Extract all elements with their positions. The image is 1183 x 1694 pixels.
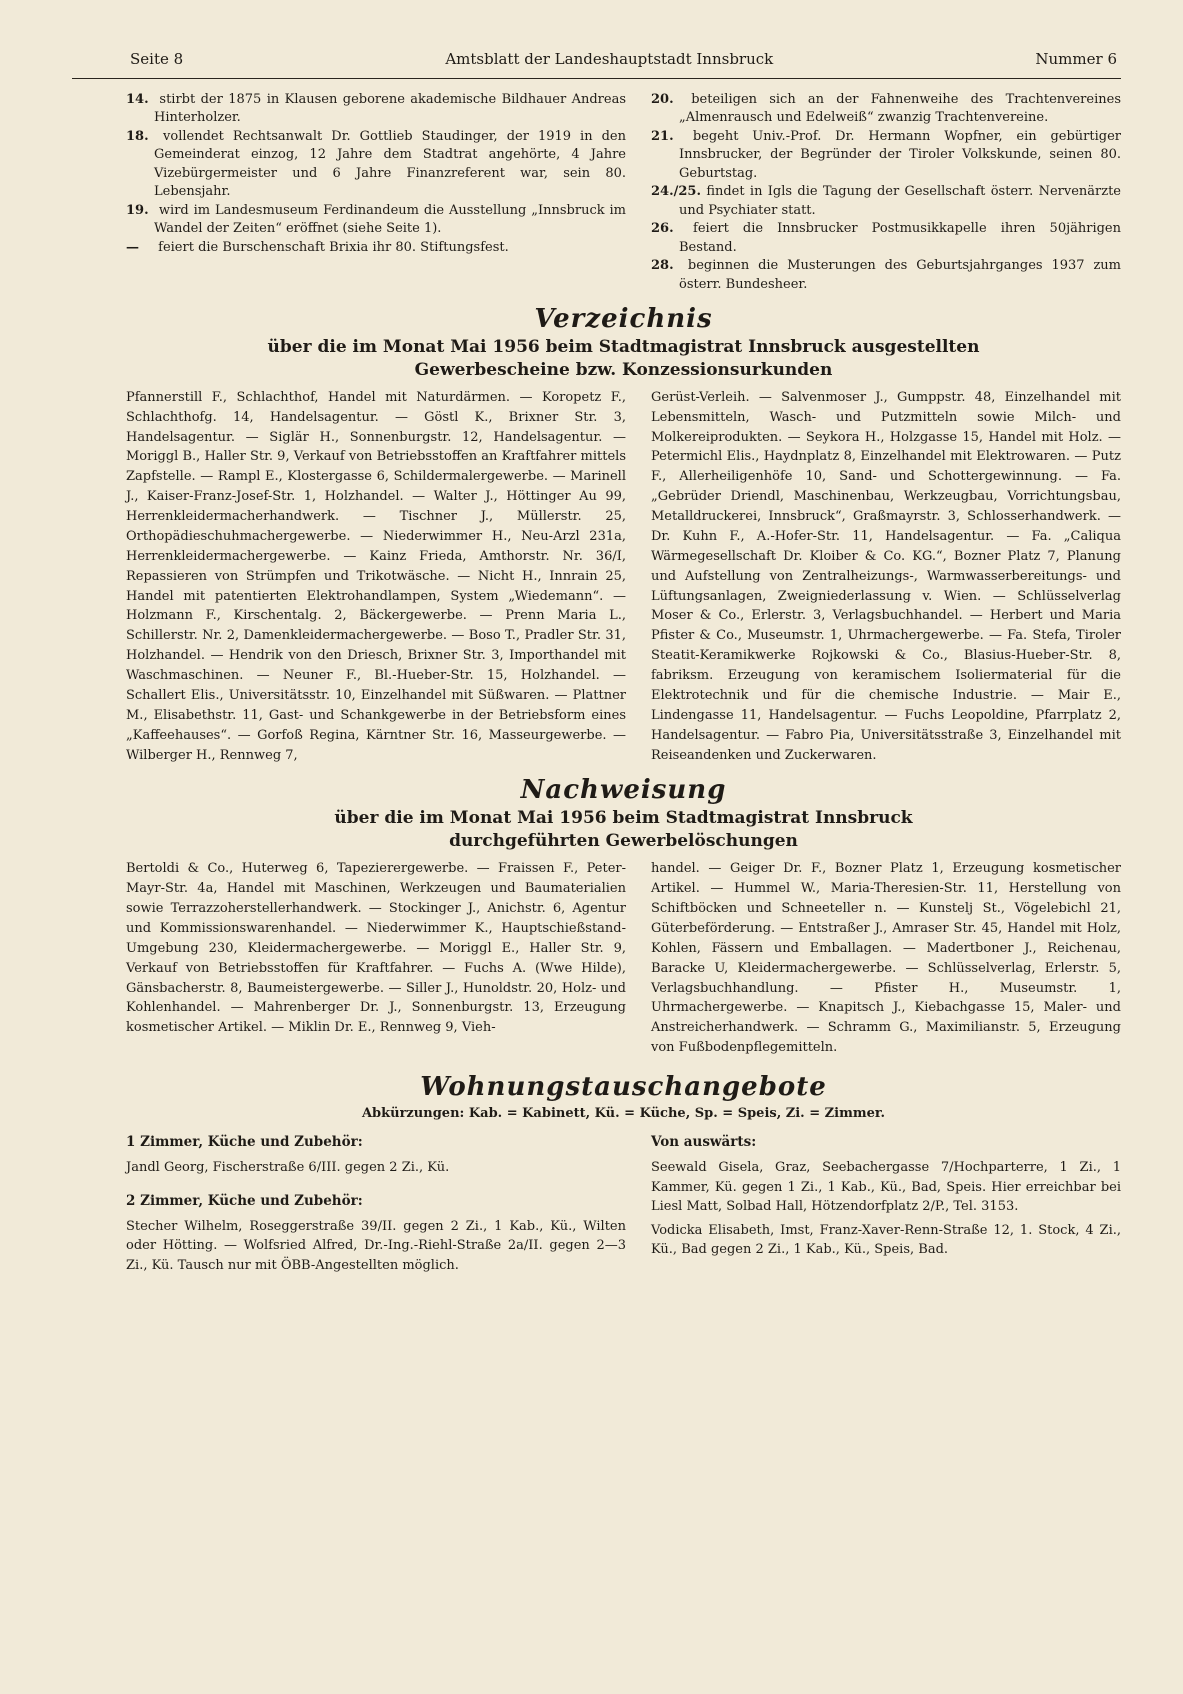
wohnung-section [126,1072,1121,1289]
calendar-entry: 24./25. findet in Igls die Tagung der Gesellschaft österr. Nervenärzte und Psychiater statt. [651,184,1122,218]
verzeichnis-right-text: Gerüst-Verleih. — Salvenmoser J., Gumppstr. 48, Einzelhandel mit Lebensmitteln, Wasch- und Putzmitteln sowie Milch- und Molkereiprodukten. — Seykora H., Holzgasse 15, Handel mit Holz. — Petermichl Elis., Haydnplatz 8, Einzelhandel mit Elektrowaren. — Putz F., Allerheiligenhöfe 10, Sand- und Schottergewinnung. — Fa. „Gebrüder Driendl, Maschinenbau, Werkzeugbau, Vorrichtungsbau, Metalldruckerei, Innsbruck“, Graßmayrstr. 3, Schlosserhandwerk. — Dr. Kuhn F., A.-Hofer-Str. 11, Handelsagentur. — Fa. „Caliqua Wärmegesellschaft Dr. Kloiber & Co. KG.“, Bozner Platz 7, Planung und Aufstellung von Zentralheizungs-, Warmwasserbereitungs- und Lüftungsanlagen, Zweigniederlassung v. Wien. — Schlüsselverlag Moser & Co., Erlerstr. 3, Verlagsbuchhandel. — Herbert und Maria Pfister & Co., Museumstr. 1, Uhrmachergewerbe. — Fa. Stefa, Tiroler Steatit-Keramikwerke Rojkowski & Co., Blasius-Hueber-Str. 8, fabriksm. Erzeugung von keramischem Isoliermaterial für die Elektrotechnik und für die chemische Industrie. — Mair E., Lindengasse 11, Handelsagentur. — Fuchs Leopoldine, Pfarrplatz 2, Handelsagentur. — Fabro Pia, Universitätsstraße 3, Einzelhandel mit Reiseandenken und Zuckerwaren. [651,389,1121,763]
calendar-entry: 26. feiert die Innsbrucker Postmusikkapelle ihren 50jährigen Bestand. [651,221,1121,255]
verzeichnis-section [126,304,1121,766]
calendar-section [126,91,1121,294]
wohnung-columns [126,1129,1121,1289]
wohnung-offer: Seewald Gisela, Graz, Seebachergasse 7/Hochparterre, 1 Zi., 1 Kammer, Kü. gegen 1 Zi., 1 Kab., Kü., Bad, Speis. Hier erreichbar bei Liesl Matt, Solbad Hall, Hötzendorfplatz 2/P., Tel. 3153. [651,1160,1121,1215]
verzeichnis-title: Verzeichnis [534,303,713,334]
page-number: Seite 8 [130,50,184,68]
wohnung-heading: 1 Zimmer, Küche und Zubehör: [126,1134,363,1151]
wohnung-title: Wohnungstauschangebote [420,1072,827,1103]
nachweisung-subtitle: über die im Monat Mai 1956 beim Stadtmagistrat Innsbruck [334,808,913,829]
wohnung-heading: Von auswärts: [651,1134,757,1151]
wohnung-offer: Vodicka Elisabeth, Imst, Franz-Xaver-Renn-Straße 12, 1. Stock, 4 Zi., Kü., Bad gegen 2 Zi., 1 Kab., Kü., Speis, Bad. [651,1222,1121,1258]
calendar-entry: 21. begeht Univ.-Prof. Dr. Hermann Wopfner, ein gebürtiger Innsbrucker, der Begründer der Tiroler Volkskunde, seinen 80. Geburtstag. [651,128,1122,181]
nachweisung-title: Nachweisung [520,775,727,806]
verzeichnis-subtitle: über die im Monat Mai 1956 beim Stadtmagistrat Innsbruck ausgestellten [267,336,980,357]
wohnung-left-column [126,1129,626,1289]
page-header [72,42,1121,79]
nachweisung-columns [126,859,1121,1058]
calendar-entry: — feiert die Burschenschaft Brixia ihr 80. Stiftungsfest. [126,239,509,255]
calendar-entry: 20. beteiligen sich an der Fahnenweihe des Trachtenvereines „Almenrausch und Edelweiß“ zwanzig Trachtenvereine. [651,92,1121,126]
calendar-left-column [126,91,626,294]
calendar-right-column [651,91,1121,294]
nachweisung-right-text: handel. — Geiger Dr. F., Bozner Platz 1, Erzeugung kosmetischer Artikel. — Hummel W., Maria-Theresien-Str. 11, Herstellung von Schiftböcken und Schneeteller n. — Kunstelj St., Vögelebichl 21, Güterbeförderung. — Entstraßer J., Amraser Str. 45, Handel mit Holz, Kohlen, Fässern und Emballagen. — Madertboner J., Reichenau, Baracke U, Kleidermachergewerbe. — Schlüsselverlag, Erlerstr. 5, Verlagsbuchhandlung. — Pfister H., Museumstr. 1, Uhrmachergewerbe. — Knapitsch J., Kiebachgasse 15, Maler- und Anstreicherhandwerk. — Schramm G., Maximilianstr. 5, Erzeugung von Fußbodenpflegemitteln. [651,861,1121,1056]
verzeichnis-subtitle: Gewerbescheine bzw. Konzessionsurkunden [414,359,833,380]
calendar-entry: 19. wird im Landesmuseum Ferdinandeum die Ausstellung „Innsbruck im Wandel der Zeiten“ eröffnet (siehe Seite 1). [126,202,626,237]
nachweisung-left-text: Bertoldi & Co., Huterweg 6, Tapezierergewerbe. — Fraissen F., Peter-Mayr-Str. 4a, Handel mit Maschinen, Werkzeugen und Baumaterialien sowie Terrazzoherstellerhandwerk. — Stockinger J., Anichstr. 6, Agentur und Kommissionswarenhandel. — Niederwimmer K., Hauptschießstand-Umgebung 230, Kleidermachergewerbe. — Moriggl E., Haller Str. 9, Verkauf von Betriebsstoffen für Kraftfahrer. — Fuchs A. (Wwe Hilde), Gänsbacherstr. 8, Baumeistergewerbe. — Siller J., Hunoldstr. 20, Holz- und Kohlenhandel. — Mahrenberger Dr. J., Sonnenburgstr. 13, Erzeugung kosmetischer Artikel. — Miklin Dr. E., Rennweg 9, Vieh- [126,861,626,1036]
calendar-entry: 18. vollendet Rechtsanwalt Dr. Gottlieb Staudinger, der 1919 in den Gemeinderat einzog, 12 Jahre dem Stadtrat angehörte, 4 Jahre Vizebürgermeister und 6 Jahre Finanzreferent war, sein 80. Lebensjahr. [126,128,626,200]
verzeichnis-columns [126,388,1121,766]
publication-title: Amtsblatt der Landeshauptstadt Innsbruck [445,50,774,68]
issue-number: Nummer 6 [1035,50,1117,68]
calendar-entry: 14. stirbt der 1875 in Klausen geborene akademische Bildhauer Andreas Hinterholzer. [126,92,626,126]
verzeichnis-left-text: Pfannerstill F., Schlachthof, Handel mit Naturdärmen. — Koropetz F., Schlachthofg. 14, Handelsagentur. — Göstl K., Brixner Str. 3, Handelsagentur. — Siglär H., Sonnenburgstr. 12, Handelsagentur. — Moriggl B., Haller Str. 9, Verkauf von Betriebsstoffen an Kraftfahrer mittels Zapfstelle. — Rampl E., Klostergasse 6, Schildermalergewerbe. — Marinell J., Kaiser-Franz-Josef-Str. 1, Holzhandel. — Walter J., Höttinger Au 99, Herrenkleidermacherhandwerk. — Tischner J., Müllerstr. 25, Orthopädieschuhmachergewerbe. — Niederwimmer H., Neu-Arzl 231a, Herrenkleidermachergewerbe. — Kainz Frieda, Amthorstr. Nr. 36/I, Repassieren von Strümpfen und Trikotwäsche. — Nicht H., Innrain 25, Handel mit patentierten Elektrohandlampen, System „Wiedemann“. — Holzmann F., Kirschentalg. 2, Bäckergewerbe. — Prenn Maria L., Schillerstr. Nr. 2, Damenkleidermachergewerbe. — Boso T., Pradler Str. 31, Holzhandel. — Hendrik von den Driesch, Brixner Str. 3, Importhandel mit Waschmaschinen. — Neuner F., Bl.-Hueber-Str. 15, Holzhandel. — Schallert Elis., Universitätsstr. 10, Einzelhandel mit Süßwaren. — Plattner M., Elisabethstr. 11, Gast- und Schankgewerbe in der Betriebsform eines „Kaffeehauses“. — Gorfoß Regina, Kärntner Str. 16, Masseurgewerbe. — Wilberger H., Rennweg 7, [126,389,626,763]
wohnung-heading: 2 Zimmer, Küche und Zubehör: [126,1192,363,1209]
wohnung-offer: Jandl Georg, Fischerstraße 6/III. gegen 2 Zi., Kü. [126,1160,450,1176]
wohnung-right-column [651,1129,1121,1289]
abbreviations-line: Abkürzungen: Kab. = Kabinett, Kü. = Küche, Sp. = Speis, Zi. = Zimmer. [361,1106,886,1122]
nachweisung-section [126,775,1121,1058]
nachweisung-subtitle: durchgeführten Gewerbelöschungen [449,831,798,852]
calendar-entry: 28. beginnen die Musterungen des Geburtsjahrganges 1937 zum österr. Bundesheer. [651,258,1121,292]
wohnung-offer: Stecher Wilhelm, Roseggerstraße 39/II. gegen 2 Zi., 1 Kab., Kü., Wilten oder Hötting. — Wolfsried Alfred, Dr.-Ing.-Riehl-Straße 2a/II. gegen 2—3 Zi., Kü. Tausch nur mit ÖBB-Angestellten möglich. [126,1218,626,1273]
